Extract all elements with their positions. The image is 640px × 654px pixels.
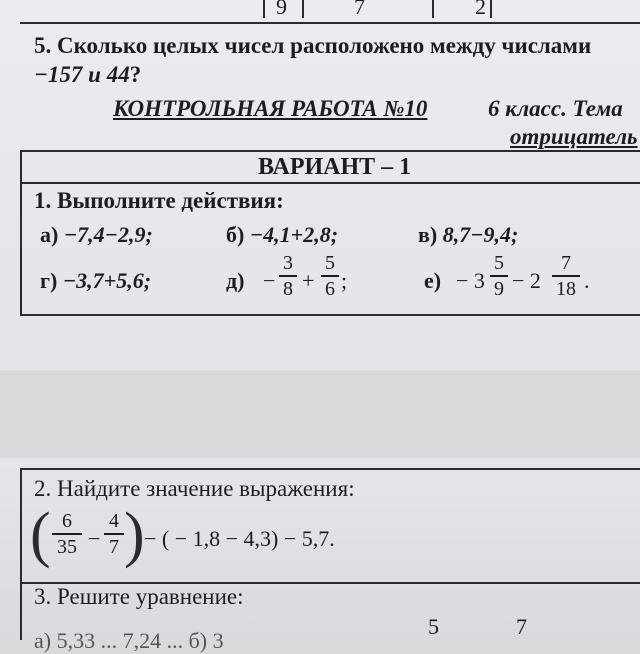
task2-close-paren: ) <box>124 501 145 569</box>
top-cell-3: 2 <box>475 0 486 19</box>
test-title: КОНТРОЛЬНАЯ РАБОТА №10 <box>113 96 428 121</box>
task1-d-fraction-2: 5 6 <box>321 252 339 300</box>
top-cell-1: 9 <box>276 0 287 19</box>
variant-label: ВАРИАНТ – 1 <box>258 154 412 180</box>
task2-fraction-1: 6 35 <box>52 510 82 558</box>
task1-v: в) 8,7−9,4; <box>418 222 519 247</box>
box2-left <box>20 468 22 640</box>
task1-b: б) −4,1+2,8; <box>226 222 339 247</box>
task1-d-plus: + <box>302 268 315 293</box>
box-top <box>20 150 640 152</box>
table-divider <box>490 0 492 18</box>
task1-d-label: д) <box>226 268 245 293</box>
task2-title: 2. Найдите значение выражения: <box>34 476 355 501</box>
task1-d-minus: − <box>263 268 276 293</box>
table-bottom-line <box>20 22 640 24</box>
task1-d-fraction-1: 3 8 <box>279 252 297 300</box>
task1-e-label: е) <box>424 268 442 293</box>
task3-fraction-2-num: 7 <box>516 614 527 639</box>
task3-fraction-1-num: 5 <box>428 614 439 639</box>
task3-title: 3. Решите уравнение: <box>34 584 244 609</box>
top-cell-2: 7 <box>354 0 365 19</box>
task2-fraction-2: 4 7 <box>104 510 124 558</box>
task1-e-end: . <box>584 268 590 293</box>
task1-a: а) −7,4−2,9; <box>40 222 153 247</box>
q5-numbers: −157 и 44? <box>34 62 142 87</box>
worksheet-lower <box>0 458 640 653</box>
task1-e-whole-2: − 2 <box>512 268 541 293</box>
task2-minus: − <box>88 526 101 551</box>
task1-e-fraction-2: 7 18 <box>552 252 580 300</box>
q5-text: 5. Сколько целых чисел расположено между числами <box>34 33 592 58</box>
task1-e-fraction-1: 5 9 <box>490 252 508 300</box>
task2-rest: − ( − 1,8 − 4,3) − 5,7. <box>144 526 335 551</box>
box-left <box>20 150 22 316</box>
table-divider <box>263 0 265 18</box>
table-divider <box>302 0 304 18</box>
task2-open-paren: ( <box>30 501 51 569</box>
task1-d-end: ; <box>341 268 348 293</box>
task1-title: 1. Выполните действия: <box>34 188 284 213</box>
test-subtitle-2: отрицатель <box>510 124 638 149</box>
task1-e-whole-1: − 3 <box>456 268 485 293</box>
box-divider <box>20 182 640 184</box>
box-bottom <box>20 314 640 316</box>
task3-partial: а) 5,33 ... 7,24 ... б) 3 <box>34 628 224 653</box>
table-divider <box>432 0 434 18</box>
test-subtitle: 6 класс. Тема <box>488 96 623 121</box>
task1-g: г) −3,7+5,6; <box>40 268 152 293</box>
box2-top <box>20 468 640 470</box>
